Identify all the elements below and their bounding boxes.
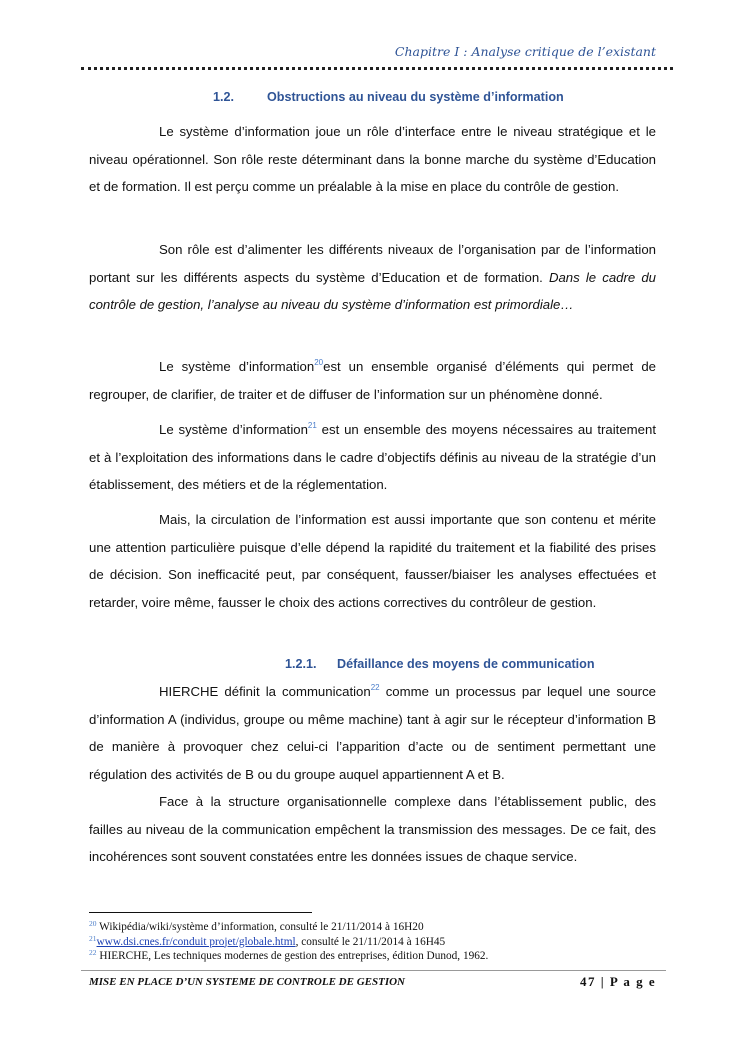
footnotes [89,920,669,964]
footnote-20 [89,920,669,935]
paragraph-1 [89,118,656,201]
paragraph-4 [89,416,656,499]
paragraph-3 [89,353,656,408]
paragraph-1-text: Le système d’information joue un rôle d’interface entre le niveau stratégique et le niveau opérationnel. Son rôle reste déterminant dans la bonne marche du système d’Education et de formation. Il est perçu comme un préalable à la mise en place du contrôle de gestion. [89,124,656,194]
paragraph-6-text-a: HIERCHE définit la communication [159,684,371,699]
header-divider [81,67,673,70]
footnote-separator [89,912,312,913]
paragraph-3-text-a: Le système d’information [159,359,315,374]
paragraph-6-text-b: comme un processus par lequel une source d’information A (individus, groupe ou même machine) tant à agir sur le récepteur d’information B de manière à provoquer chez celui-ci l’apparition d’acte ou de sentiment permettant une régulation des activités de B ou du groupe auquel appartiennent A et B. [89,684,656,782]
footnote-ref-20[interactable]: 20 [314,358,324,367]
subsection-heading [285,657,595,671]
paragraph-6 [89,678,656,788]
subsection-number: 1.2.1. [285,657,317,671]
footnote-text: , consulté le 21/11/2014 à 16H45 [295,935,446,948]
footer-title: MISE EN PLACE D’UN SYSTEME DE CONTROLE DE GESTION [89,976,405,988]
paragraph-5 [89,506,656,616]
footnote-ref-21[interactable]: 21 [307,421,317,430]
footnote-22 [89,949,669,964]
chapter-header: Chapitre I : Analyse critique de l’existant [394,44,656,59]
footnote-number: 21 [89,933,97,943]
footnote-number: 20 [89,919,97,928]
paragraph-4-text-b: est un ensemble des moyens nécessaires au traitement et à l’exploitation des informations dans le cadre d’objectifs définis au niveau de la stratégie d’un établissement, des métiers et de la réglementation. [89,422,656,492]
section-heading [213,90,564,104]
footnote-ref-22[interactable]: 22 [370,683,380,692]
paragraph-5-text: Mais, la circulation de l’information est aussi importante que son contenu et mérite une attention particulière puisque d’elle dépend la rapidité du traitement et la fiabilité des prises de décision. Son inefficacité peut, par conséquent, fausser/biaiser les analyses effectuées et retarder, voire même, fausser le choix des actions correctives du contrôleur de gestion. [89,512,656,610]
footnote-link[interactable]: www.dsi.cnes.fr/conduit projet/globale.html [96,935,296,948]
page-number [580,974,656,990]
page-label: | P a g e [600,974,657,989]
paragraph-7-text: Face à la structure organisationnelle complexe dans l’établissement public, des failles au niveau de la communication empêchent la transmission des messages. De ce fait, des incohérences sont souvent constatées entre les données issues de chaque service. [89,794,656,864]
paragraph-7 [89,788,656,871]
footnote-text: Wikipédia/wiki/système d’information, consulté le 21/11/2014 à 16H20 [96,921,424,933]
subsection-title: Défaillance des moyens de communication [337,657,595,671]
section-title: Obstructions au niveau du système d’information [267,90,564,104]
section-number: 1.2. [213,90,235,104]
footnote-text: HIERCHE, Les techniques modernes de gestion des entreprises, édition Dunod, 1962. [96,950,489,962]
paragraph-4-text-a: Le système d’information [159,422,308,437]
paragraph-2-text: Son rôle est d’alimenter les différents niveaux de l’organisation par de l’information portant sur les différents aspects du système d’Education et de formation. [89,242,656,285]
paragraph-2 [89,236,656,319]
paragraph-3-text-b: est un ensemble organisé d’éléments qui permet de regrouper, de clarifier, de traiter et de diffuser de l’information sur un phénomène donné. [89,359,656,402]
paragraph-2-italic: Dans le cadre du contrôle de gestion, l’analyse au niveau du système d’information est primordiale… [89,269,657,312]
footnote-21 [89,935,669,950]
page-number-value: 47 [580,974,596,989]
footnote-number: 22 [89,948,97,957]
footer-divider [81,970,666,971]
